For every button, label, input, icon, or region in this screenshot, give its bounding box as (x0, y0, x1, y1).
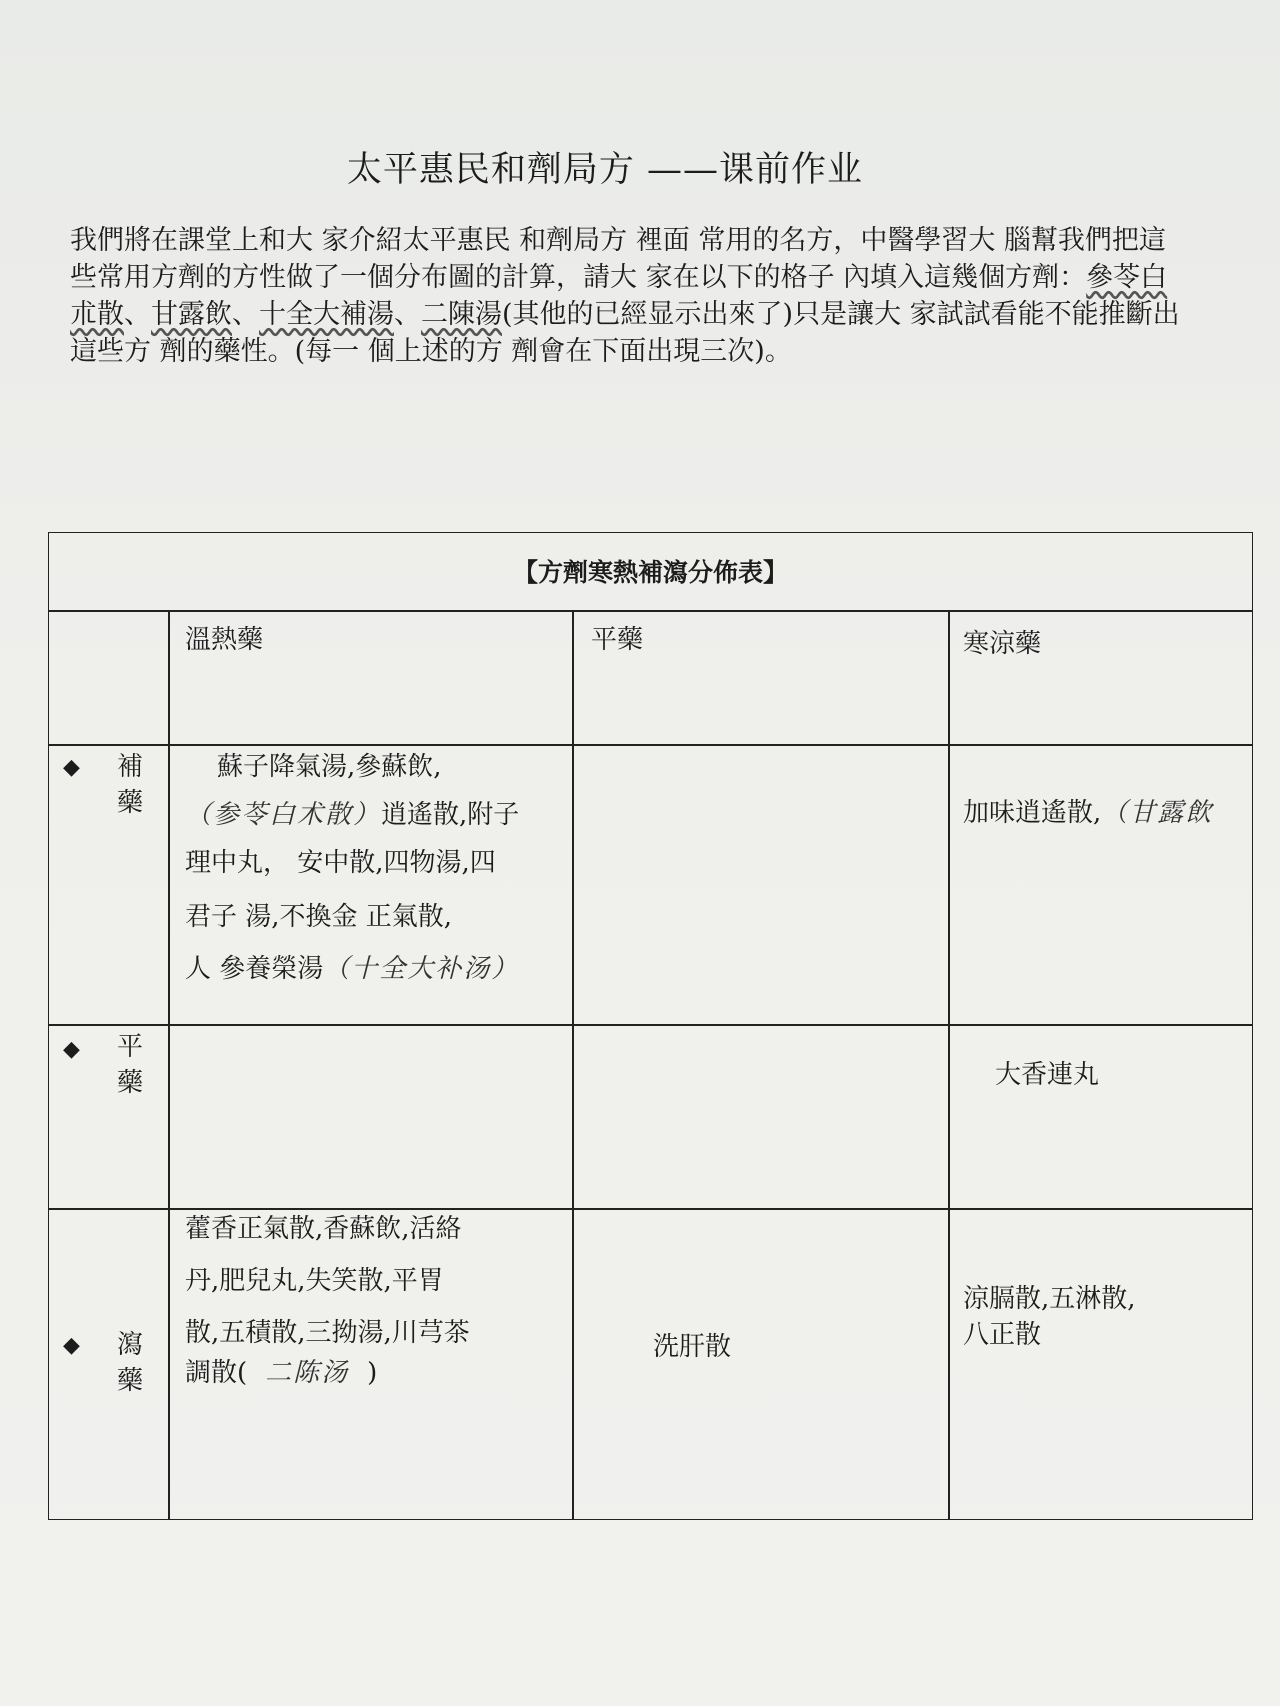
handwritten-answer: 二陈汤 (265, 1358, 350, 1388)
row-label-neutral-cell (48, 1024, 170, 1210)
purge-neutral-text: 洗肝散 (653, 1332, 732, 1362)
purge-warm-text (185, 1203, 470, 1399)
diamond-bullet: ◆ (63, 1037, 80, 1062)
text-fragment: 逍遙散,附子 (381, 800, 520, 830)
text-fragment: 調散( (185, 1358, 248, 1388)
intro-sep-2: 、 (232, 299, 259, 330)
row-label-tonify-cell (48, 744, 170, 1026)
intro-sep-1: 、 (124, 299, 151, 330)
text-line (185, 945, 519, 993)
handwritten-answer: （参苓白术散） (185, 800, 382, 830)
text-line: 散,五積散,三拗湯,川芎茶 (185, 1318, 470, 1348)
row-label-char: 平 (117, 1032, 144, 1062)
text-line: 八正散 (963, 1320, 1042, 1350)
formula-4: 二陳湯 (421, 299, 502, 330)
row-label-char: 藥 (117, 1068, 144, 1098)
formula-1: 參苓白朮散 (70, 262, 1168, 330)
intro-text-1: 我們將在課堂上和大 家介紹太平惠民 和劑局方 裡面 常用的名方，中醫學習大 腦幫我們把這些常用方劑的方性做了一個分布圖的計算，請大 家在以下的格子 內填入這幾個方劑： (70, 225, 1166, 293)
neutral-warm-cell (168, 1024, 574, 1210)
handwritten-answer: （十全大补汤） (323, 954, 520, 984)
table-title: 【方劑寒熱補瀉分佈表】 (512, 558, 788, 587)
text-line: 蘇子降氣湯,參蘇飲, (217, 752, 442, 782)
row-label-neutral (117, 1029, 143, 1101)
text-line (185, 791, 519, 839)
purge-cold-cell (948, 1208, 1253, 1520)
text-line: 丹,肥兒丸,失笑散,平胃 (185, 1266, 444, 1296)
text-fragment: 人 參養榮湯 (185, 954, 324, 984)
tonify-cold-cell (948, 744, 1253, 1026)
purge-cold-text (963, 1281, 1136, 1353)
page-title: 太平惠民和劑局方 ——课前作业 (346, 150, 864, 190)
diamond-bullet: ◆ (63, 755, 80, 780)
neutral-cold-cell (948, 1024, 1253, 1210)
purge-warm-cell (168, 1208, 574, 1520)
formula-2: 甘露飲 (151, 299, 232, 330)
row-label-char: 藥 (117, 788, 144, 818)
tonify-neutral-cell (572, 744, 950, 1026)
tonify-cold-text (963, 787, 1213, 839)
tonify-warm-text (185, 743, 519, 993)
row-label-char: 藥 (117, 1366, 144, 1396)
column-header-cold: 寒涼藥 (963, 629, 1042, 659)
handwritten-answer: （甘露飲 (1101, 798, 1214, 828)
distribution-table (48, 532, 1253, 1520)
header-warm-cell (168, 610, 574, 746)
purge-neutral-cell (572, 1208, 950, 1520)
intro-text-2: (其他的已經显示出來了)只是讓大 家試試看能不能推斷出這些方 劑的藥性。(每一 個上述的方 劑會在下面出現三次)。 (70, 299, 1180, 367)
header-neutral-cell (572, 610, 950, 746)
intro-sep-3: 、 (394, 299, 421, 330)
row-label-char: 瀉 (117, 1330, 144, 1360)
row-label-purge-cell (48, 1208, 170, 1520)
table-title-cell (48, 532, 1253, 612)
column-header-neutral: 平藥 (591, 625, 644, 655)
row-label-tonify (117, 749, 143, 821)
text-fragment: ) (367, 1358, 378, 1388)
text-line: 理中丸， 安中散,四物湯,四 (185, 848, 496, 878)
neutral-cold-text: 大香連丸 (995, 1060, 1100, 1090)
header-cold-cell (948, 610, 1253, 746)
neutral-neutral-cell (572, 1024, 950, 1210)
diamond-bullet: ◆ (63, 1333, 80, 1358)
header-corner-cell (48, 610, 170, 746)
intro-paragraph (70, 222, 1180, 370)
formula-3: 十全大補湯 (259, 299, 394, 330)
tonify-warm-cell (168, 744, 574, 1026)
row-label-purge (117, 1327, 143, 1399)
text-fragment: 加味逍遙散, (963, 798, 1102, 828)
text-line: 涼膈散,五淋散, (963, 1284, 1136, 1314)
text-line: 君子 湯,不換金 正氣散, (185, 902, 453, 932)
column-header-warm: 溫熱藥 (185, 625, 264, 655)
row-label-char: 補 (117, 752, 144, 782)
text-line: 藿香正氣散,香蘇飲,活絡 (185, 1214, 462, 1244)
